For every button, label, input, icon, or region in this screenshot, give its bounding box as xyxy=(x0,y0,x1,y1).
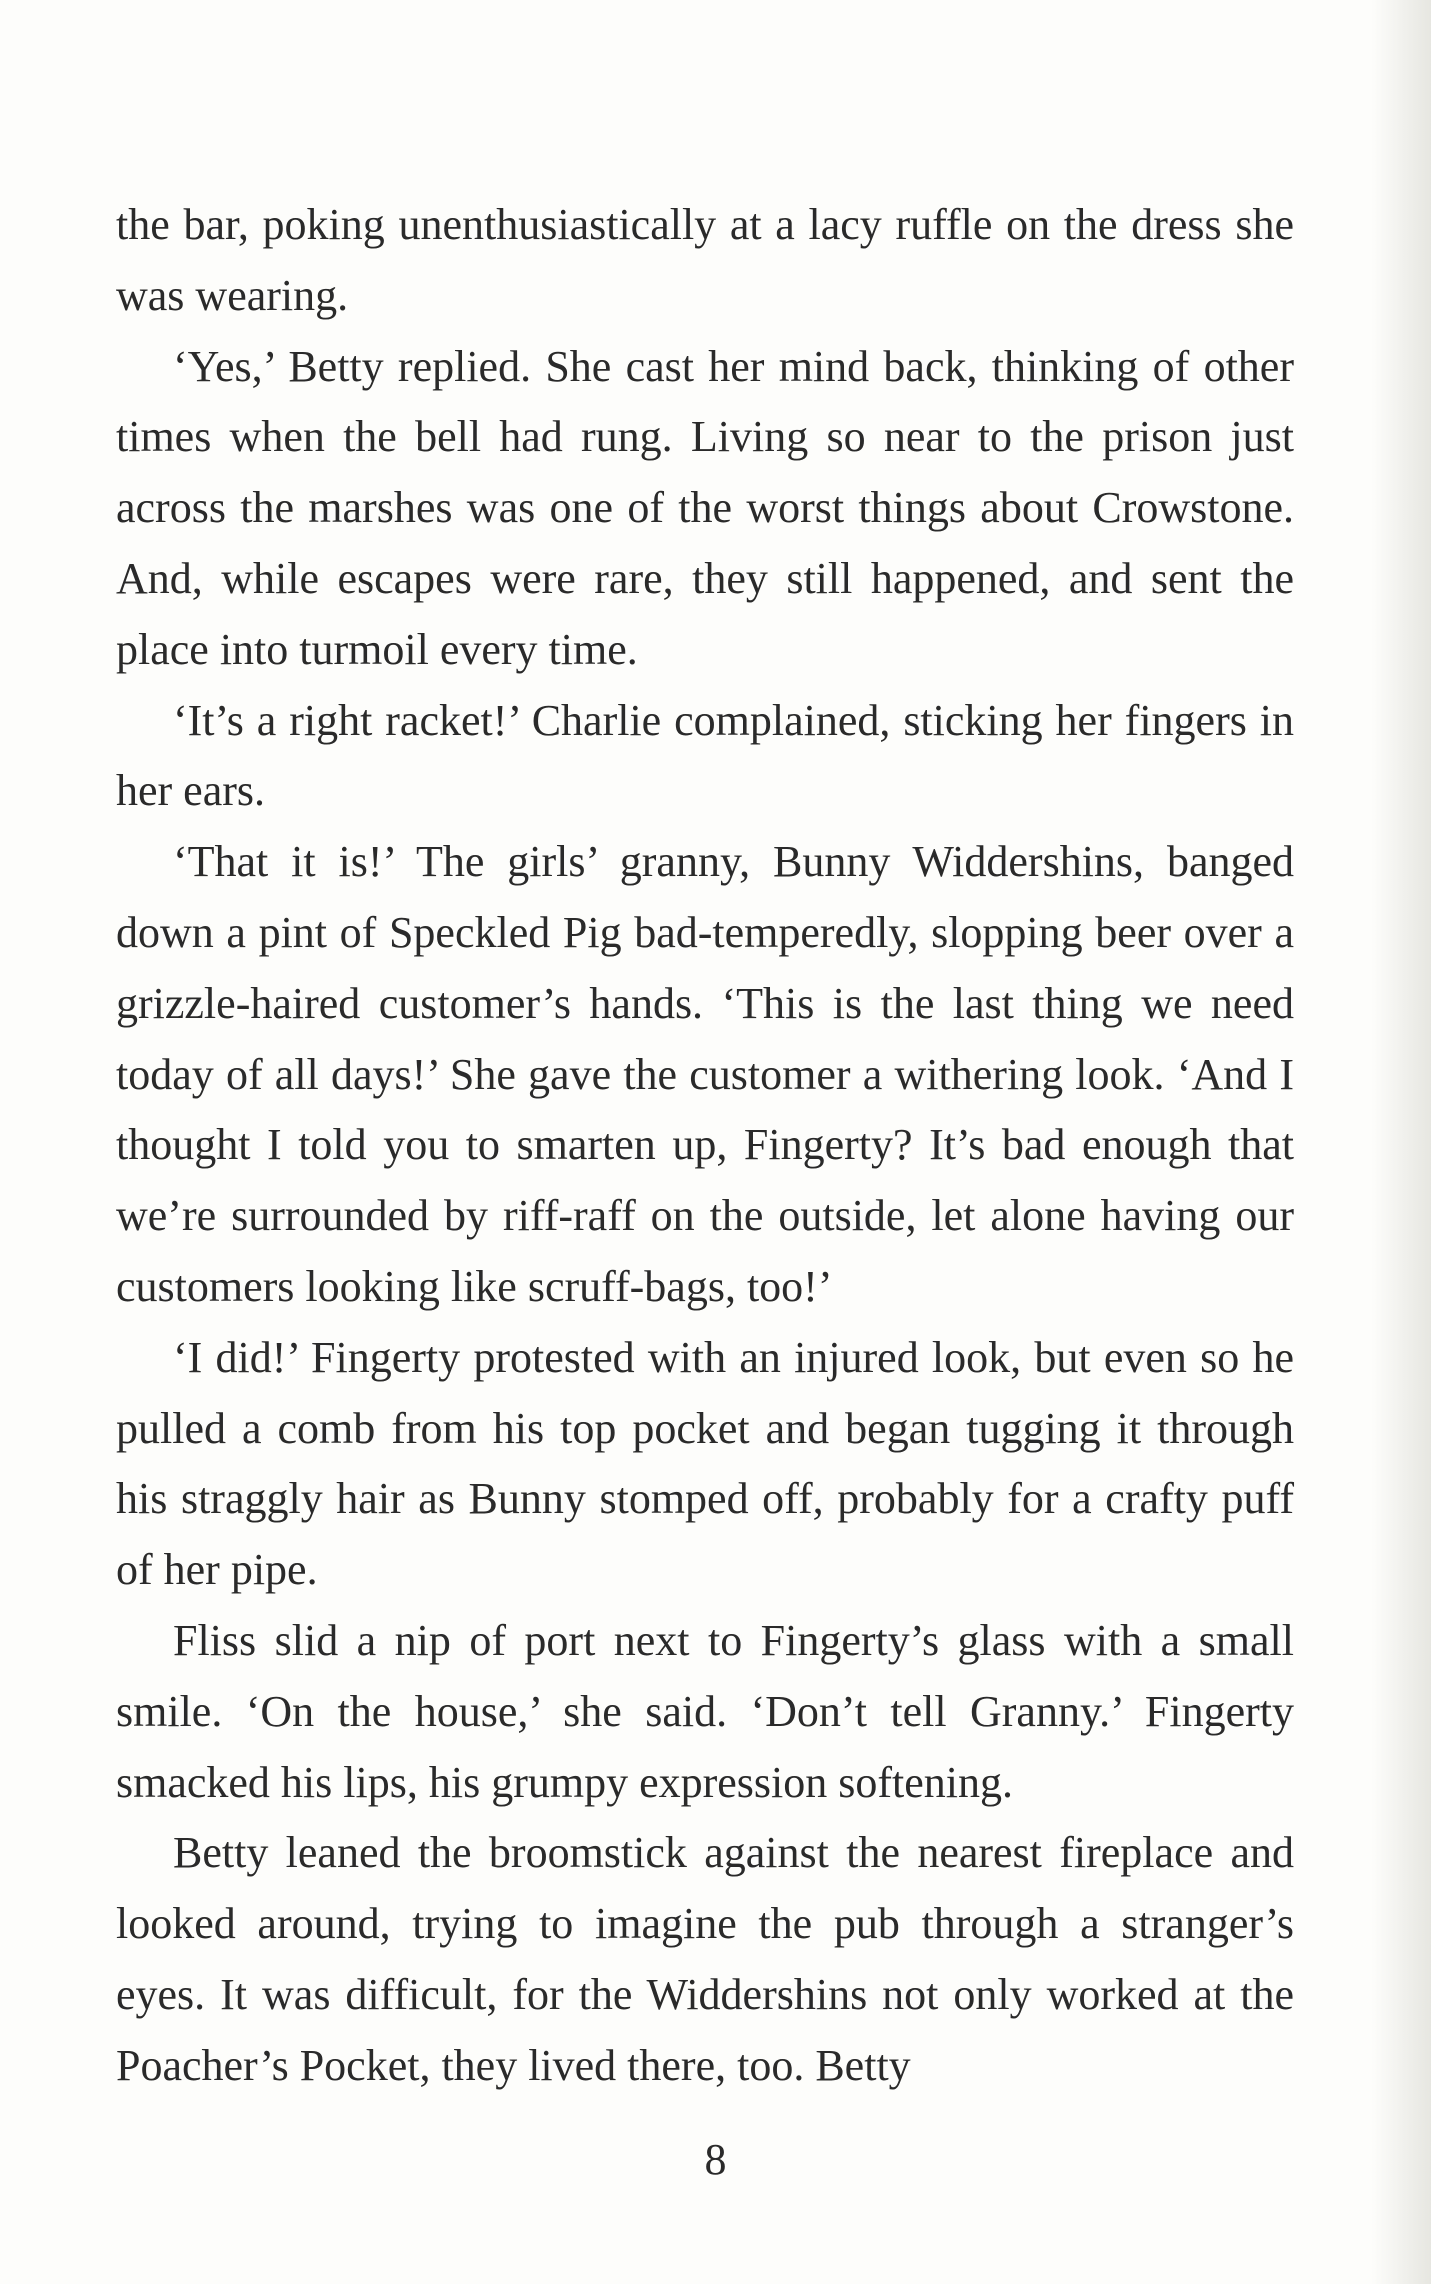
paragraph: Fliss slid a nip of port next to Fingerty’s glass with a small smile. ‘On the house,’ she said. ‘Don’t tell Granny.’ Fingerty smacked his lips, his grumpy expression softening. xyxy=(116,1615,1294,1807)
paragraph: ‘I did!’ Fingerty protested with an injured look, but even so he pulled a comb from his top pocket and began tugging it through his straggly hair as Bunny stomped off, probably for a crafty puff of her pipe. xyxy=(116,1332,1294,1595)
paragraph: ‘Yes,’ Betty replied. She cast her mind back, thinking of other times when the bell had rung. Living so near to the prison just across the marshes was one of the worst things about Crowstone. And, while escapes were rare, they still happened, and sent the place into turmoil every time. xyxy=(116,341,1294,674)
page-edge-shadow xyxy=(1371,0,1431,2284)
page-number: 8 xyxy=(704,2135,727,2184)
paragraph: Betty leaned the broomstick against the nearest fireplace and looked around, trying to imagine the pub through a stranger’s eyes. It was difficult, for the Widdershins not only worked at the Poacher’s Pocket, they lived there, too. Betty xyxy=(116,1828,1294,2090)
paragraph: ‘It’s a right racket!’ Charlie complained, sticking her fingers in her ears. xyxy=(116,695,1294,816)
paragraph: ‘That it is!’ The girls’ granny, Bunny Widdershins, banged down a pint of Speckled Pig bad-temperedly, slopping beer over a grizzle-haired customer’s hands. ‘This is the last thing we need today of all days!’ She gave the customer a withering look. ‘And I thought I told you to smarten up, Fingerty? It’s bad enough that we’re surrounded by riff-raff on the outside, let alone having our customers looking like scruff-bags, too!’ xyxy=(116,837,1294,1311)
body-text xyxy=(116,190,1294,2102)
paragraph-continuation: the bar, poking unenthusiastically at a lacy ruffle on the dress she was wearing. xyxy=(116,200,1294,320)
